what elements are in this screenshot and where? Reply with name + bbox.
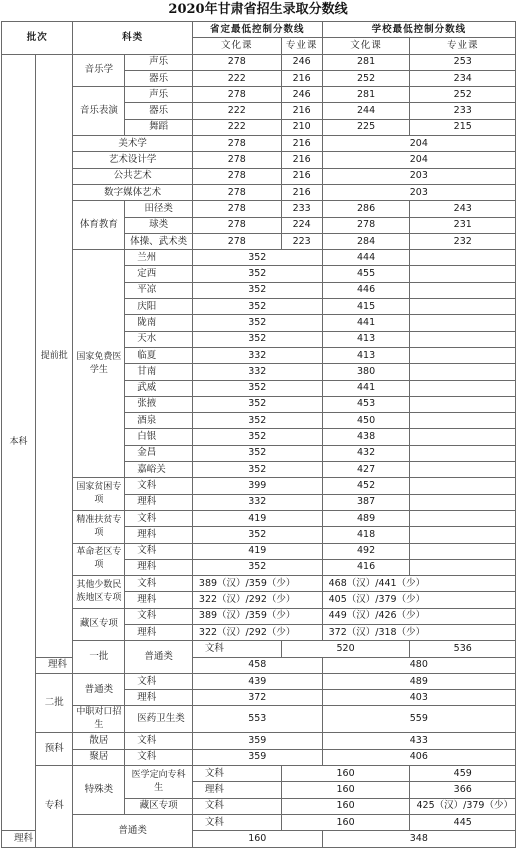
cell-value: 432 — [322, 445, 410, 461]
cell-value: 278 — [192, 217, 281, 233]
table-row — [2, 54, 516, 70]
cell-value: 246 — [281, 54, 322, 70]
cell-value: 372（汉）/318（少） — [322, 624, 515, 640]
cell-value: 233 — [410, 103, 516, 119]
subject-wenke: 文科 — [125, 478, 193, 494]
cell-value: 372 — [192, 690, 322, 706]
empty-cell — [410, 250, 516, 266]
major-art: 数字媒体艺术 — [73, 184, 192, 200]
cell-value: 352 — [192, 380, 322, 396]
subject-wenke: 文科 — [125, 510, 193, 526]
cell-value: 216 — [281, 136, 322, 152]
batch-erpi: 二批 — [36, 673, 73, 733]
cell-value: 366 — [410, 782, 516, 798]
cell-value: 278 — [322, 217, 410, 233]
subject-like: 理科 — [125, 592, 193, 608]
cell-value: 332 — [192, 347, 322, 363]
table-row — [2, 201, 516, 217]
category-putong: 普通类 — [73, 814, 192, 847]
cell-value: 278 — [192, 87, 281, 103]
score-table — [1, 21, 516, 848]
cell-value: 231 — [410, 217, 516, 233]
subject-wenke: 文科 — [125, 733, 193, 749]
city-label: 兰州 — [125, 250, 193, 266]
empty-cell — [410, 364, 516, 380]
cell-value: 352 — [192, 429, 322, 445]
cell-value: 281 — [322, 54, 410, 70]
cell-value: 380 — [322, 364, 410, 380]
header-wenhua: 文化课 — [322, 38, 410, 54]
cell-value: 332 — [192, 364, 322, 380]
cell-value: 286 — [322, 201, 410, 217]
city-label: 陇南 — [125, 315, 193, 331]
city-label: 天水 — [125, 331, 193, 347]
major-medical: 国家免费医学生 — [73, 250, 125, 478]
empty-cell — [410, 266, 516, 282]
cell-value: 446 — [322, 282, 410, 298]
subject-like: 理科 — [125, 494, 193, 510]
sub-sport: 体操、武术类 — [125, 233, 193, 249]
empty-cell — [410, 445, 516, 461]
cell-value: 441 — [322, 315, 410, 331]
city-label: 甘南 — [125, 364, 193, 380]
cell-value: 222 — [192, 70, 281, 86]
cell-value: 160 — [281, 782, 410, 798]
cell-value: 278 — [192, 184, 281, 200]
cell-value: 536 — [410, 641, 516, 657]
cell-value: 399 — [192, 478, 322, 494]
table-row — [2, 478, 516, 494]
cell-value: 489 — [322, 510, 410, 526]
table-row — [2, 87, 516, 103]
table-row — [2, 250, 516, 266]
cell-value: 389（汉）/359（少） — [192, 608, 322, 624]
cell-value: 322（汉）/292（少） — [192, 592, 322, 608]
cell-value: 160 — [281, 798, 410, 814]
table-row — [2, 766, 516, 782]
subject-like: 理科 — [36, 657, 73, 673]
subject-wenke: 文科 — [125, 576, 193, 592]
cell-value: 281 — [322, 87, 410, 103]
city-label: 白银 — [125, 429, 193, 445]
cell-value: 348 — [322, 831, 515, 847]
cell-value: 406 — [322, 749, 515, 765]
empty-cell — [410, 559, 516, 575]
cell-value: 418 — [322, 527, 410, 543]
cell-value: 203 — [322, 168, 515, 184]
subject-like: 理科 — [2, 831, 36, 847]
cell-value: 352 — [192, 445, 322, 461]
header-zhuanye: 专业课 — [281, 38, 322, 54]
cell-value: 553 — [192, 706, 322, 733]
city-label: 临夏 — [125, 347, 193, 363]
cell-value: 427 — [322, 462, 410, 478]
cell-value: 405（汉）/379（少） — [322, 592, 515, 608]
cell-value: 216 — [281, 168, 322, 184]
city-label: 金昌 — [125, 445, 193, 461]
program-zangqu: 藏区专项 — [125, 798, 193, 814]
sub-sport: 球类 — [125, 217, 193, 233]
batch-yipi: 一批 — [73, 641, 125, 674]
cell-value: 203 — [322, 184, 515, 200]
category-teshu: 特殊类 — [73, 766, 125, 815]
city-label: 嘉峪关 — [125, 462, 193, 478]
document-title: 2020年甘肃省招生录取分数线 — [168, 2, 348, 17]
category-putong: 普通类 — [125, 641, 193, 674]
empty-cell — [410, 527, 516, 543]
sub-instrument: 器乐 — [125, 70, 193, 86]
cell-value: 232 — [410, 233, 516, 249]
subject-wenke: 文科 — [125, 608, 193, 624]
empty-cell — [410, 282, 516, 298]
empty-cell — [410, 462, 516, 478]
cell-value: 352 — [192, 315, 322, 331]
cell-value: 215 — [410, 119, 516, 135]
subject-like: 理科 — [125, 527, 193, 543]
cell-value: 455 — [322, 266, 410, 282]
table-row — [2, 608, 516, 624]
empty-cell — [410, 380, 516, 396]
program-dingxiang: 医学定向专科生 — [125, 766, 193, 799]
special-program: 其他少数民族地区专项 — [73, 576, 125, 609]
cell-value: 216 — [281, 103, 322, 119]
sub-dance: 舞蹈 — [125, 119, 193, 135]
header-pici: 批次 — [2, 22, 73, 55]
cell-value: 222 — [192, 103, 281, 119]
subject-wenke: 文科 — [192, 766, 281, 782]
subject-wenke: 文科 — [192, 798, 281, 814]
table-row — [2, 576, 516, 592]
batch-zhuanke: 专科 — [36, 766, 73, 847]
cell-value: 389（汉）/359（少） — [192, 576, 322, 592]
cell-value: 458 — [192, 657, 322, 673]
subject-like: 理科 — [192, 782, 281, 798]
cell-value: 480 — [322, 657, 515, 673]
major-sport: 体育教育 — [73, 201, 125, 250]
sub-vocal: 声乐 — [125, 54, 193, 70]
cell-value: 278 — [192, 136, 281, 152]
empty-cell — [410, 331, 516, 347]
cell-value: 352 — [192, 413, 322, 429]
cell-value: 278 — [192, 201, 281, 217]
cell-value: 233 — [281, 201, 322, 217]
special-program: 国家贫困专项 — [73, 478, 125, 511]
cell-value: 450 — [322, 413, 410, 429]
cell-value: 416 — [322, 559, 410, 575]
sub-vocal: 声乐 — [125, 87, 193, 103]
empty-cell — [410, 299, 516, 315]
cell-value: 520 — [281, 641, 410, 657]
category-zhongzhi: 中职对口招生 — [73, 706, 125, 733]
cell-value: 444 — [322, 250, 410, 266]
cell-value: 419 — [192, 543, 322, 559]
cell-value: 387 — [322, 494, 410, 510]
cell-value: 352 — [192, 527, 322, 543]
cell-value: 438 — [322, 429, 410, 445]
cell-value: 413 — [322, 331, 410, 347]
cell-value: 222 — [192, 119, 281, 135]
cell-value: 413 — [322, 347, 410, 363]
cell-value: 452 — [322, 478, 410, 494]
city-label: 庆阳 — [125, 299, 193, 315]
special-program: 精准扶贫专项 — [73, 510, 125, 543]
cell-value: 216 — [281, 152, 322, 168]
cell-value: 252 — [322, 70, 410, 86]
cell-value: 332 — [192, 494, 322, 510]
empty-cell — [410, 510, 516, 526]
cell-value: 359 — [192, 749, 322, 765]
table-row — [2, 543, 516, 559]
cell-value: 278 — [192, 233, 281, 249]
cell-value: 352 — [192, 331, 322, 347]
subject-like: 理科 — [125, 690, 193, 706]
empty-cell — [410, 413, 516, 429]
subject-medical: 医药卫生类 — [125, 706, 193, 733]
empty-cell — [410, 315, 516, 331]
subject-like: 理科 — [125, 559, 193, 575]
header-wenhua: 文化课 — [192, 38, 281, 54]
category-sanju: 散居 — [73, 733, 125, 749]
cell-value: 433 — [322, 733, 515, 749]
subject-like: 理科 — [125, 624, 193, 640]
subject-wenke: 文科 — [125, 749, 193, 765]
cell-value: 234 — [410, 70, 516, 86]
cell-value: 278 — [192, 168, 281, 184]
batch-yuke: 预科 — [36, 733, 73, 766]
sub-sport: 田径类 — [125, 201, 193, 217]
cell-value: 252 — [410, 87, 516, 103]
cell-value: 160 — [281, 814, 410, 830]
header-row — [2, 22, 516, 38]
cell-value: 459 — [410, 766, 516, 782]
cell-value: 243 — [410, 201, 516, 217]
major-art: 公共艺术 — [73, 168, 192, 184]
table-row — [2, 184, 516, 200]
cell-value: 559 — [322, 706, 515, 733]
cell-value: 204 — [322, 136, 515, 152]
empty-cell — [410, 543, 516, 559]
table-row — [2, 749, 516, 765]
cell-value: 439 — [192, 673, 322, 689]
cell-value: 352 — [192, 250, 322, 266]
cell-value: 278 — [192, 54, 281, 70]
major-music-performance: 音乐表演 — [73, 87, 125, 136]
cell-value: 352 — [192, 559, 322, 575]
cell-value: 403 — [322, 690, 515, 706]
city-label: 定西 — [125, 266, 193, 282]
cell-value: 244 — [322, 103, 410, 119]
cell-value: 352 — [192, 462, 322, 478]
table-row — [2, 152, 516, 168]
table-row — [2, 733, 516, 749]
table-row — [2, 510, 516, 526]
empty-cell — [410, 347, 516, 363]
cell-value: 453 — [322, 396, 410, 412]
special-program: 革命老区专项 — [73, 543, 125, 576]
batch-tiqian: 提前批 — [36, 54, 73, 657]
empty-cell — [410, 494, 516, 510]
special-program: 藏区专项 — [73, 608, 125, 641]
cell-value: 278 — [192, 152, 281, 168]
table-row — [2, 814, 516, 830]
subject-wenke: 文科 — [125, 543, 193, 559]
cell-value: 352 — [192, 266, 322, 282]
category-putong: 普通类 — [73, 673, 125, 706]
cell-value: 352 — [192, 282, 322, 298]
cell-value: 468（汉）/441（少） — [322, 576, 515, 592]
city-label: 张掖 — [125, 396, 193, 412]
header-school-line: 学校最低控制分数线 — [322, 22, 515, 38]
header-zhuanye: 专业课 — [410, 38, 516, 54]
cell-value: 359 — [192, 733, 322, 749]
subject-wenke: 文科 — [192, 814, 281, 830]
table-row — [2, 641, 516, 657]
empty-cell — [410, 429, 516, 445]
cell-value: 253 — [410, 54, 516, 70]
cell-value: 160 — [192, 831, 322, 847]
major-music: 音乐学 — [73, 54, 125, 87]
cell-value: 210 — [281, 119, 322, 135]
cell-value: 246 — [281, 87, 322, 103]
cell-value: 284 — [322, 233, 410, 249]
subject-wenke: 文科 — [192, 641, 281, 657]
cell-value: 223 — [281, 233, 322, 249]
cell-value: 449（汉）/426（少） — [322, 608, 515, 624]
major-art: 艺术设计学 — [73, 152, 192, 168]
major-art: 美术学 — [73, 136, 192, 152]
cell-value: 224 — [281, 217, 322, 233]
city-label: 武威 — [125, 380, 193, 396]
cell-value: 216 — [281, 184, 322, 200]
header-kelei: 科类 — [73, 22, 192, 55]
empty-cell — [410, 396, 516, 412]
cell-value: 225 — [322, 119, 410, 135]
cell-value: 204 — [322, 152, 515, 168]
cell-value: 419 — [192, 510, 322, 526]
cell-value: 425（汉）/379（少） — [410, 798, 516, 814]
header-province-line: 省定最低控制分数线 — [192, 22, 322, 38]
cell-value: 492 — [322, 543, 410, 559]
table-row — [2, 136, 516, 152]
table-row — [2, 168, 516, 184]
city-label: 平凉 — [125, 282, 193, 298]
cell-value: 216 — [281, 70, 322, 86]
city-label: 酒泉 — [125, 413, 193, 429]
cell-value: 352 — [192, 299, 322, 315]
cell-value: 352 — [192, 396, 322, 412]
category-ju: 聚居 — [73, 749, 125, 765]
subject-wenke: 文科 — [125, 673, 193, 689]
table-row — [2, 706, 516, 733]
table-row — [2, 673, 516, 689]
cell-value: 160 — [281, 766, 410, 782]
sub-instrument: 器乐 — [125, 103, 193, 119]
batch-benke: 本科 — [2, 54, 36, 831]
cell-value: 415 — [322, 299, 410, 315]
cell-value: 489 — [322, 673, 515, 689]
cell-value: 322（汉）/292（少） — [192, 624, 322, 640]
cell-value: 441 — [322, 380, 410, 396]
cell-value: 445 — [410, 814, 516, 830]
empty-cell — [410, 478, 516, 494]
